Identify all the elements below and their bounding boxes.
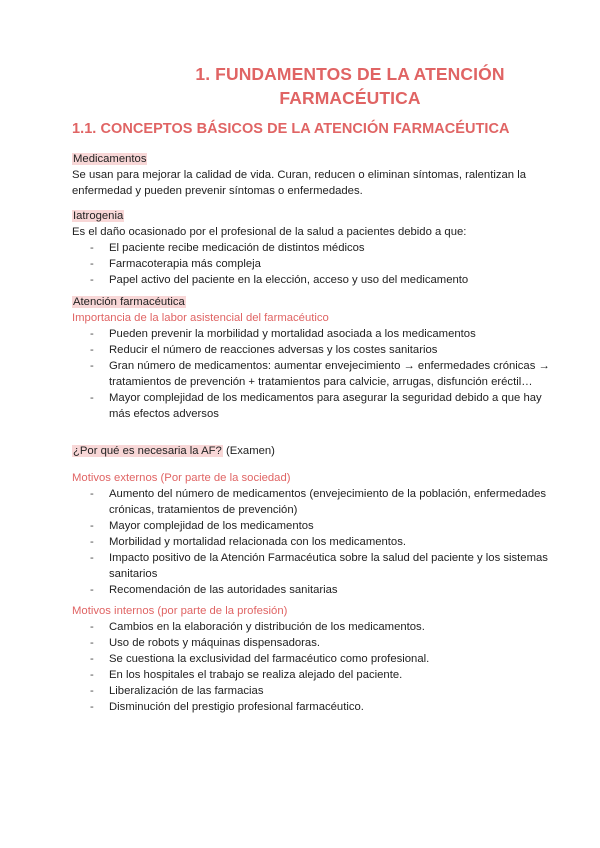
medicamentos-section bbox=[72, 151, 552, 199]
atencion-heading: Atención farmacéutica bbox=[73, 296, 185, 308]
list-item: - Aumento del número de medicamentos (envejecimiento de la población, enfermedades crónicas, tratamientos de prevención) bbox=[72, 486, 552, 518]
externos-heading: Motivos externos (Por parte de la sociedad) bbox=[72, 472, 291, 484]
atencion-section bbox=[72, 294, 552, 422]
medicamentos-text: Se usan para mejorar la calidad de vida. Curan, reducen o eliminan síntomas, ralentizan la enfermedad y pueden prevenir síntomas o enfermedades. bbox=[72, 169, 527, 197]
list-item: - Liberalización de las farmacias bbox=[72, 683, 552, 699]
list-item: - Recomendación de las autoridades sanitarias bbox=[72, 582, 552, 598]
externos-list bbox=[72, 486, 552, 598]
question-highlight: ¿Por qué es necesaria la AF? bbox=[73, 445, 222, 457]
list-item: - Cambios en la elaboración y distribución de los medicamentos. bbox=[72, 619, 552, 635]
atencion-list bbox=[72, 326, 552, 422]
list-item: - Farmacoterapia más compleja bbox=[72, 256, 552, 272]
list-item: - Reducir el número de reacciones adversas y los costes sanitarios bbox=[72, 342, 552, 358]
question-note: (Examen) bbox=[222, 445, 275, 457]
internos-section bbox=[72, 603, 552, 715]
iatrogenia-section bbox=[72, 208, 552, 288]
list-item: - Gran número de medicamentos: aumentar envejecimiento → enfermedades crónicas → tratamientos de prevención + tratamientos para calvicie, arrugas, disfunción eréctil… bbox=[72, 358, 552, 390]
section-title: 1.1. CONCEPTOS BÁSICOS DE LA ATENCIÓN FARMACÉUTICA bbox=[72, 121, 510, 137]
list-item: - Morbilidad y mortalidad relacionada con los medicamentos. bbox=[72, 534, 552, 550]
medicamentos-heading: Medicamentos bbox=[73, 153, 147, 165]
internos-list bbox=[72, 619, 552, 715]
list-item: - Se cuestiona la exclusividad del farmacéutico como profesional. bbox=[72, 651, 552, 667]
externos-section bbox=[72, 470, 552, 598]
iatrogenia-heading: Iatrogenia bbox=[73, 210, 124, 222]
iatrogenia-list bbox=[72, 240, 552, 288]
list-item: - Mayor complejidad de los medicamentos para asegurar la seguridad debido a que hay más efectos adversos bbox=[72, 390, 552, 422]
list-item: - En los hospitales el trabajo se realiza alejado del paciente. bbox=[72, 667, 552, 683]
iatrogenia-text: Es el daño ocasionado por el profesional de la salud a pacientes debido a que: bbox=[72, 226, 467, 238]
list-item: - El paciente recibe medicación de distintos médicos bbox=[72, 240, 552, 256]
list-item: - Pueden prevenir la morbilidad y mortalidad asociada a los medicamentos bbox=[72, 326, 552, 342]
list-item: - Impacto positivo de la Atención Farmacéutica sobre la salud del paciente y los sistemas sanitarios bbox=[72, 550, 552, 582]
list-item: - Papel activo del paciente en la elección, acceso y uso del medicamento bbox=[72, 272, 552, 288]
list-item: - Mayor complejidad de los medicamentos bbox=[72, 518, 552, 534]
atencion-subheading: Importancia de la labor asistencial del farmacéutico bbox=[72, 312, 329, 324]
question-line bbox=[72, 443, 552, 459]
internos-heading: Motivos internos (por parte de la profesión) bbox=[72, 605, 288, 617]
list-item: - Disminución del prestigio profesional farmacéutico. bbox=[72, 699, 552, 715]
list-item: - Uso de robots y máquinas dispensadoras. bbox=[72, 635, 552, 651]
chapter-title: 1. FUNDAMENTOS DE LA ATENCIÓN FARMACÉUTICA bbox=[195, 64, 505, 108]
